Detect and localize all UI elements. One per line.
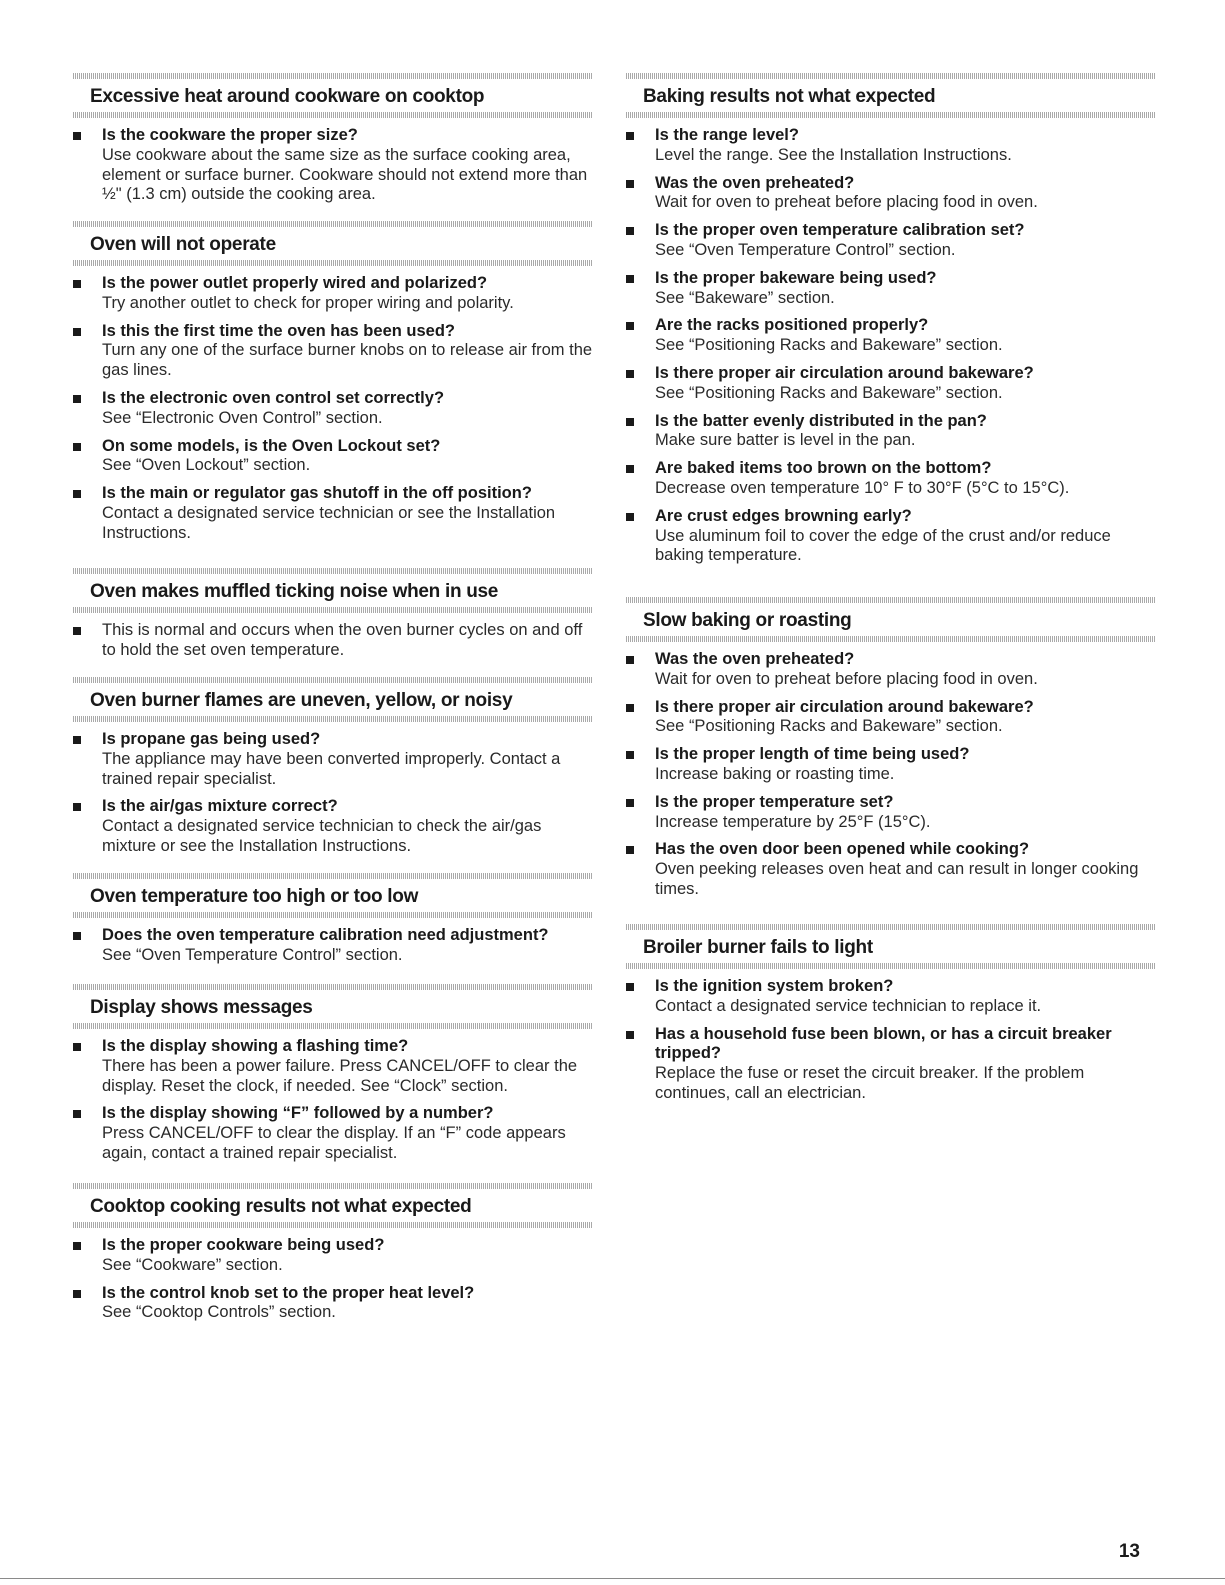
question-text: Is the proper bakeware being used? — [655, 268, 937, 287]
question-list — [73, 266, 593, 544]
list-item — [73, 389, 593, 429]
list-item — [626, 412, 1156, 452]
question-list — [73, 1029, 593, 1164]
question-text: Is the proper length of time being used? — [655, 745, 970, 764]
question-text: Are the racks positioned properly? — [655, 316, 929, 335]
troubleshooting-section — [73, 73, 593, 213]
question-text: Are baked items too brown on the bottom? — [655, 459, 992, 478]
answer-text: See “Cooktop Controls” section. — [102, 1303, 336, 1322]
answer-text: Try another outlet to check for proper wiring and polarity. — [102, 293, 514, 312]
section-bottom-rule — [73, 716, 593, 722]
answer-text: Contact a designated service technician to check the air/gas mixture or see the Installation Instructions. — [102, 817, 542, 855]
answer-text: The appliance may have been converted improperly. Contact a trained repair specialist. — [102, 749, 561, 788]
list-item — [626, 650, 1156, 690]
section-heading: Excessive heat around cookware on cooktop — [90, 86, 485, 107]
answer-text: Replace the fuse or reset the circuit breaker. If the problem continues, call an electrician. — [655, 1064, 1085, 1102]
section-heading: Cooktop cooking results not what expected — [90, 1196, 472, 1217]
section-bottom-rule — [626, 636, 1156, 642]
question-list — [626, 118, 1156, 566]
answer-text: See “Positioning Racks and Bakeware” section. — [655, 383, 1003, 402]
list-item — [626, 126, 1156, 166]
square-bullet-icon — [73, 1110, 81, 1118]
question-text: Is the air/gas mixture correct? — [102, 797, 338, 816]
question-text: Does the oven temperature calibration need adjustment? — [102, 926, 549, 944]
list-item — [626, 1025, 1156, 1104]
page-bottom-rule — [0, 1578, 1225, 1579]
square-bullet-icon — [626, 275, 634, 283]
square-bullet-icon — [626, 983, 634, 991]
question-text: Has the oven door been opened while cooking? — [655, 840, 1030, 859]
list-item — [73, 274, 593, 314]
square-bullet-icon — [73, 627, 81, 635]
section-top-rule — [73, 984, 593, 990]
troubleshooting-section — [73, 677, 593, 865]
square-bullet-icon — [73, 932, 81, 940]
answer-text: Make sure batter is level in the pan. — [655, 431, 916, 450]
troubleshooting-section — [73, 1183, 593, 1331]
question-list — [73, 613, 593, 661]
answer-text: See “Bakeware” section. — [655, 288, 835, 307]
square-bullet-icon — [626, 465, 634, 473]
section-bottom-rule — [626, 112, 1156, 118]
square-bullet-icon — [626, 1031, 634, 1039]
list-item — [626, 698, 1156, 738]
question-text: Is the power outlet properly wired and polarized? — [102, 274, 488, 292]
section-heading: Slow baking or roasting — [643, 610, 852, 631]
answer-text: This is normal and occurs when the oven burner cycles on and off to hold the set oven temperature. — [102, 621, 583, 659]
section-heading: Oven temperature too high or too low — [90, 886, 419, 907]
question-list — [73, 1228, 593, 1323]
answer-text: See “Oven Temperature Control” section. — [102, 945, 403, 964]
answer-text: Increase baking or roasting time. — [655, 764, 895, 783]
list-item — [73, 621, 593, 661]
troubleshooting-section — [73, 568, 593, 669]
answer-text: See “Positioning Racks and Bakeware” section. — [655, 717, 1003, 736]
list-item — [73, 1236, 593, 1276]
question-text: Is the proper temperature set? — [655, 792, 894, 811]
section-top-rule — [73, 1183, 593, 1189]
question-text: Is the cookware the proper size? — [102, 126, 358, 144]
list-item — [73, 1284, 593, 1324]
list-item — [73, 1104, 593, 1163]
square-bullet-icon — [626, 751, 634, 759]
list-item — [73, 1037, 593, 1096]
question-text: Is this the first time the oven has been used? — [102, 321, 455, 340]
list-item — [626, 793, 1156, 833]
section-heading: Oven burner flames are uneven, yellow, or noisy — [90, 690, 513, 711]
question-text: Is the main or regulator gas shutoff in the off position? — [102, 484, 532, 503]
list-item — [73, 484, 593, 543]
list-item — [626, 977, 1156, 1017]
square-bullet-icon — [626, 513, 634, 521]
answer-text: See “Cookware” section. — [102, 1255, 283, 1274]
section-top-rule — [626, 73, 1156, 79]
list-item — [73, 797, 593, 856]
list-item — [73, 926, 593, 966]
troubleshooting-section — [626, 924, 1156, 1112]
answer-text: Oven peeking releases oven heat and can result in longer cooking times. — [655, 860, 1139, 898]
answer-text: Contact a designated service technician to replace it. — [655, 996, 1042, 1015]
list-item — [626, 269, 1156, 309]
answer-text: Use cookware about the same size as the surface cooking area, element or surface burner. Cookware should not extend more than ½" (1.3 cm) outside the cooking area. — [102, 145, 588, 204]
question-text: Is the display showing “F” followed by a number? — [102, 1104, 494, 1123]
square-bullet-icon — [626, 227, 634, 235]
question-text: Are crust edges browning early? — [655, 506, 912, 525]
square-bullet-icon — [73, 490, 81, 498]
section-top-rule — [73, 221, 593, 227]
section-heading: Oven will not operate — [90, 234, 276, 255]
section-top-rule — [73, 568, 593, 574]
answer-text: Wait for oven to preheat before placing food in oven. — [655, 669, 1038, 688]
list-item — [626, 174, 1156, 214]
answer-text: There has been a power failure. Press CANCEL/OFF to clear the display. Reset the clock, if needed. See “Clock” section. — [102, 1056, 578, 1095]
list-item — [626, 745, 1156, 785]
square-bullet-icon — [73, 395, 81, 403]
list-item — [626, 221, 1156, 261]
square-bullet-icon — [73, 1242, 81, 1250]
square-bullet-icon — [73, 1290, 81, 1298]
square-bullet-icon — [626, 132, 634, 140]
square-bullet-icon — [73, 1043, 81, 1051]
question-text: Has a household fuse been blown, or has a circuit breaker tripped? — [655, 1024, 1112, 1063]
question-text: Is the ignition system broken? — [655, 977, 894, 995]
answer-text: Use aluminum foil to cover the edge of the crust and/or reduce baking temperature. — [655, 526, 1111, 565]
answer-text: Turn any one of the surface burner knobs on to release air from the gas lines. — [102, 341, 593, 380]
question-text: Is the proper oven temperature calibration set? — [655, 221, 1025, 240]
square-bullet-icon — [626, 370, 634, 378]
square-bullet-icon — [626, 704, 634, 712]
section-bottom-rule — [73, 912, 593, 918]
question-text: Is the range level? — [655, 126, 799, 144]
square-bullet-icon — [73, 132, 81, 140]
list-item — [626, 364, 1156, 404]
answer-text: See “Oven Lockout” section. — [102, 456, 311, 475]
section-heading: Display shows messages — [90, 997, 313, 1018]
list-item — [73, 730, 593, 789]
list-item — [73, 126, 593, 205]
answer-text: See “Electronic Oven Control” section. — [102, 408, 383, 427]
section-bottom-rule — [626, 963, 1156, 969]
square-bullet-icon — [626, 322, 634, 330]
square-bullet-icon — [73, 328, 81, 336]
question-text: On some models, is the Oven Lockout set? — [102, 436, 441, 455]
question-text: Is the control knob set to the proper heat level? — [102, 1283, 475, 1302]
square-bullet-icon — [626, 846, 634, 854]
section-top-rule — [626, 597, 1156, 603]
list-item — [626, 840, 1156, 899]
section-bottom-rule — [73, 260, 593, 266]
answer-text: Decrease oven temperature 10° F to 30°F (5°C to 15°C). — [655, 478, 1070, 497]
section-top-rule — [626, 924, 1156, 930]
question-text: Is there proper air circulation around bakeware? — [655, 363, 1034, 382]
question-text: Is propane gas being used? — [102, 730, 321, 748]
section-heading: Broiler burner fails to light — [643, 937, 873, 958]
question-text: Is the batter evenly distributed in the pan? — [655, 411, 987, 430]
troubleshooting-section — [626, 597, 1156, 908]
question-text: Was the oven preheated? — [655, 173, 855, 192]
square-bullet-icon — [626, 180, 634, 188]
question-list — [626, 642, 1156, 900]
question-list — [626, 969, 1156, 1104]
square-bullet-icon — [626, 799, 634, 807]
answer-text: Level the range. See the Installation Instructions. — [655, 145, 1012, 164]
section-top-rule — [73, 73, 593, 79]
answer-text: See “Positioning Racks and Bakeware” section. — [655, 336, 1003, 355]
answer-text: Contact a designated service technician or see the Installation Instructions. — [102, 503, 556, 542]
section-bottom-rule — [73, 607, 593, 613]
section-heading: Oven makes muffled ticking noise when in use — [90, 581, 499, 602]
section-bottom-rule — [73, 112, 593, 118]
list-item — [73, 437, 593, 477]
question-text: Is the proper cookware being used? — [102, 1236, 385, 1254]
question-list — [73, 918, 593, 966]
question-text: Is there proper air circulation around bakeware? — [655, 697, 1034, 716]
square-bullet-icon — [626, 418, 634, 426]
section-bottom-rule — [73, 1023, 593, 1029]
square-bullet-icon — [73, 803, 81, 811]
list-item — [626, 507, 1156, 566]
question-text: Is the electronic oven control set correctly? — [102, 388, 445, 407]
section-top-rule — [73, 677, 593, 683]
question-list — [73, 118, 593, 205]
list-item — [626, 459, 1156, 499]
question-text: Is the display showing a flashing time? — [102, 1037, 409, 1055]
page-number: 13 — [1118, 1541, 1140, 1562]
square-bullet-icon — [73, 280, 81, 288]
square-bullet-icon — [73, 443, 81, 451]
section-top-rule — [73, 873, 593, 879]
list-item — [73, 322, 593, 381]
troubleshooting-section — [73, 984, 593, 1172]
answer-text: See “Oven Temperature Control” section. — [655, 240, 956, 259]
question-list — [73, 722, 593, 857]
troubleshooting-section — [626, 73, 1156, 574]
question-text: Was the oven preheated? — [655, 650, 855, 668]
answer-text: Press CANCEL/OFF to clear the display. If an “F” code appears again, contact a trained repair specialist. — [102, 1124, 566, 1162]
answer-text: Wait for oven to preheat before placing food in oven. — [655, 193, 1038, 212]
list-item — [626, 316, 1156, 356]
square-bullet-icon — [626, 656, 634, 664]
troubleshooting-section — [73, 221, 593, 552]
answer-text: Increase temperature by 25°F (15°C). — [655, 812, 931, 831]
section-heading: Baking results not what expected — [643, 86, 936, 107]
section-bottom-rule — [73, 1222, 593, 1228]
troubleshooting-section — [73, 873, 593, 974]
square-bullet-icon — [73, 736, 81, 744]
